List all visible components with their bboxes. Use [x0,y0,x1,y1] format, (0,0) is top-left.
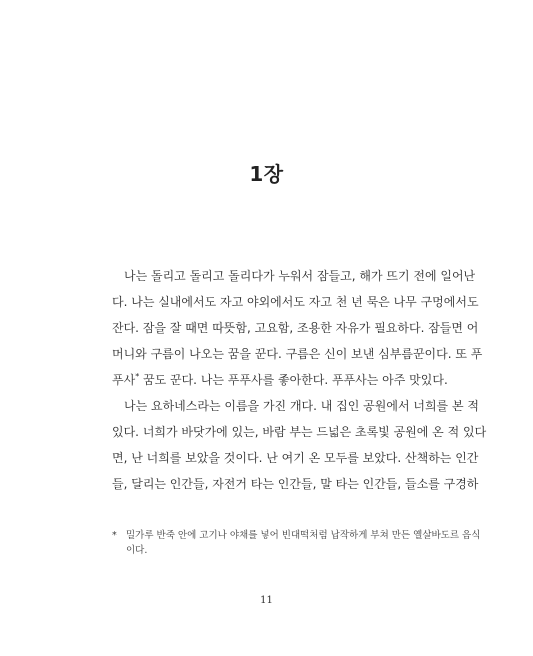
text-line: 머니와 구름이 나오는 꿈을 꾼다. 구름은 신이 보낸 심부름꾼이다. 또 푸 [112,347,483,361]
text-line: 면, 난 너희를 보았을 것이다. 난 여기 온 모두를 보았다. 산책하는 인간 [112,451,479,465]
text-line-with-footnote [112,367,448,393]
text-line: 나는 돌리고 돌리고 돌리다가 누워서 잠들고, 해가 뜨기 전에 일어난 [124,269,476,283]
chapter-title: 1장 [249,162,284,186]
footnote [112,528,481,558]
footnote-line [112,528,481,543]
text-line: 잔다. 잠을 잘 때면 따뜻함, 고요함, 조용한 자유가 필요하다. 잠들면 어 [112,321,479,335]
footnote-reference-mark[interactable]: * [135,372,140,381]
page-number: 11 [260,595,273,606]
footnote-line: 이다. [126,545,148,556]
footnote-anchor-word: 푸사 [112,373,136,387]
text-line: 나는 요하네스라는 이름을 가진 개다. 내 집인 공원에서 너희를 본 적 [124,399,479,413]
footnote-marker: * [112,530,117,541]
text-line: 있다. 너희가 바닷가에 있는, 바람 부는 드넓은 초록빛 공원에 온 적 있다 [112,425,487,439]
text-line: 다. 나는 실내에서도 자고 야외에서도 자고 천 년 묵은 나무 구멍에서도 [112,295,479,309]
text-line: 들, 달리는 인간들, 자전거 타는 인간들, 말 타는 인간들, 들소를 구경하 [112,477,479,491]
body-text [112,263,487,497]
text-line-tail: 꿈도 꾼다. 나는 푸푸사를 좋아한다. 푸푸사는 아주 맛있다. [139,373,448,387]
footnote-text: 밀가루 반죽 안에 고기나 야채를 넣어 빈대떡처럼 납작하게 부쳐 만든 옐살바도르 음식 [126,530,481,541]
